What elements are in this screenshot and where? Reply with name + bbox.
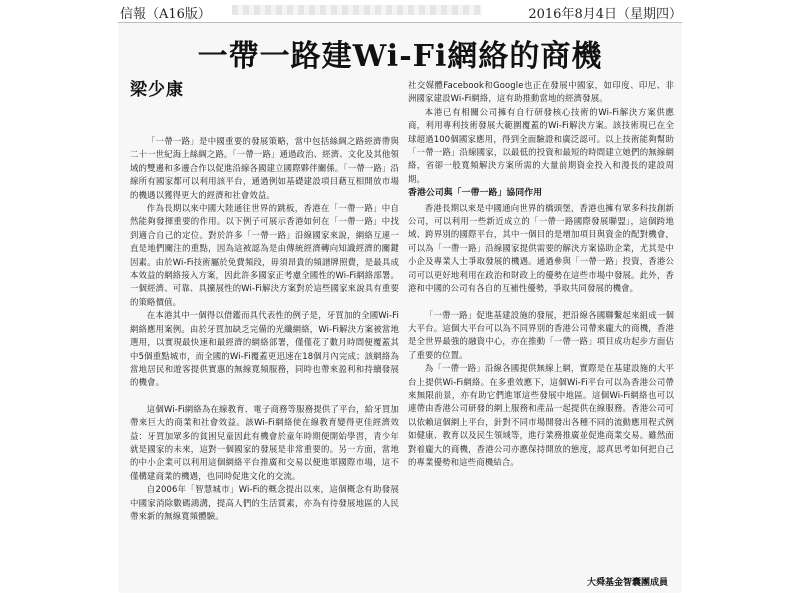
article-column-left: [130, 135, 399, 523]
paragraph: 自2006年「智慧城市」Wi-Fi的概念提出以來，這個概念有助發展中國家消除數碼鴻溝，提高人們的生活質素，亦為有待發展地區的人民帶來新的無線寬頻體驗。: [130, 484, 399, 521]
paragraph: 「一帶一路」是中國重要的發展策略，當中包括絲綢之路經濟帶與二十一世紀海上絲綢之路。「一帶一路」通過政治、經濟、文化及其他領域的雙邊和多邊合作以促進沿線各國建立國際夥伴關係。「一帶一路」沿線所有國家都可以利用該平台，通過例如基礎建設項目藉互相開放市場的機遇以獲得更大的經濟和社會效益。: [130, 136, 399, 200]
masthead-date: 2016年8月4日（星期四）: [528, 7, 682, 22]
paragraph-continued: 社交媒體Facebook和Google也正在發展中國家，如印度、印尼、非洲國家建設Wi-Fi網絡，這有助推動當地的經濟發展。: [408, 80, 674, 104]
paragraph: 香港長期以來是中國通向世界的橋頭堡，香港也擁有眾多科技創新公司，可以利用一些新近成立的「一帶一路國際發展聯盟」，這個跨地域、跨界別的國際平台，其中一個目的是增加項目與資金的配對機會，可以為「一帶一路」沿線國家提供需要的解決方案協助企業，尤其是中小企及專業人士爭取發展的機遇。通過參與「一帶一路」投資，香港公司可以更好地利用在政治和財政上的優勢在這些市場中發展。此外，香港和中國的公司有各自的互補性優勢，爭取共同發展的機會。: [408, 202, 674, 294]
paragraph: 在本港其中一個得以借鑑而具代表性的例子是，牙買加的全國Wi-Fi網絡應用案例。由於牙買加缺乏完備的光纖網絡，Wi-Fi解決方案被當地選用，以實現最快速和最經濟的網絡部署，僅僅花了數月時間便覆蓋其中5個重點城市，而全國的Wi-Fi覆蓋更迅速在18個月內完成；該網絡為當地居民和遊客提供實惠的無線寬頻服務，同時也帶來盈利和持續發展的機會。: [130, 310, 399, 388]
paragraph: 作為長期以來中國大陸通往世界的跳板，香港在「一帶一路」中自然能夠發揮重要的作用。以下例子可展示香港如何在「一帶一路」中找到適合自己的定位。對於許多「一帶一路」沿線國家來說，網絡互連一直是地們關注的重點，因為這被認為是由傳統經濟轉向知識經濟的關鍵因素。由於Wi-Fi技術屬於免費頻段，毋須昂貴的頻譜牌照費，是最具成本效益的網絡接入方案，因此許多國家正考慮全國性的Wi-Fi網絡部署。一個經濟、可靠、具擴展性的Wi-Fi解決方案對於這些國家來說具有重要的策略價值。: [130, 203, 399, 307]
masthead-smudge: [232, 5, 482, 15]
article-byline: 梁少康: [130, 80, 184, 100]
paragraph: 為「一帶一路」沿線各國提供無線上網，實際是在基建設施的大平台上提供Wi-Fi網絡。在多重效應下，這個Wi-Fi平台可以為香港公司帶來無限前景，亦有助它們進軍這些發展中地區。這個Wi-Fi網絡也可以連帶由香港公司研發的網上服務和產品一起提供在線服務。香港公司可以依賴這個網上平台，針對不同市場開發出各種不同的流動應用程式例如健康、教育以及民生領域等，進行業務推廣並促進商業交易。雖然面對着龐大的商機，香港公司亦應保持開放的態度，認真思考如何把自己的專業優勢和這些商機結合。: [408, 363, 674, 467]
section-subhead: 香港公司與「一帶一路」協同作用: [408, 188, 543, 199]
paragraph: 「一帶一路」促進基建設施的發展，把沿線各國聯繫起來組成一個大平台。這個大平台可以為不同界別的香港公司帶來龐大的商機，香港是全世界最強的融資中心，亦在推動「一帶一路」項目成功起步方面佔了重要的位置。: [408, 309, 674, 360]
author-affiliation: 大舜基金智囊團成員: [586, 578, 668, 588]
paragraph: 本港已有相關公司擁有自行研發核心技術的Wi-Fi解決方案供應商，利用專利技術發展大範圍覆蓋的Wi-Fi解決方案。該技術現已在全球超過100個國家應用，得到全面驗證和廣泛認可。以上技術能夠幫助「一帶一路」沿線國家，以最低的投資和最短的時間建立她們的無線網絡，省卻一般寬頻解決方案所需的大量前期資金投入和漫長的建設周期。: [408, 106, 674, 184]
paragraph: 這個Wi-Fi網絡為在線教育、電子商務等服務提供了平台，給牙買加帶來巨大的商業和社會效益。該Wi-Fi網絡使在線教育變得更佳經濟效益：牙買加眾多的貧困兒童因此有機會於童年時期便開始學習，青少年就是國家的未來，這對一個國家的發展是非常重要的。另一方面，當地的中小企業可以利用這個網絡平台推廣和交易以便進軍國際市場，這不僅構建商業的機遇，也同時促進文化的交流。: [130, 403, 399, 481]
article-headline: 一帶一路建Wi-Fi網絡的商機: [197, 39, 603, 74]
masthead: [0, 0, 800, 20]
article-column-right: [408, 79, 674, 469]
masthead-paper-name: 信報（A16版）: [120, 7, 211, 22]
article-clipping: [118, 22, 682, 593]
